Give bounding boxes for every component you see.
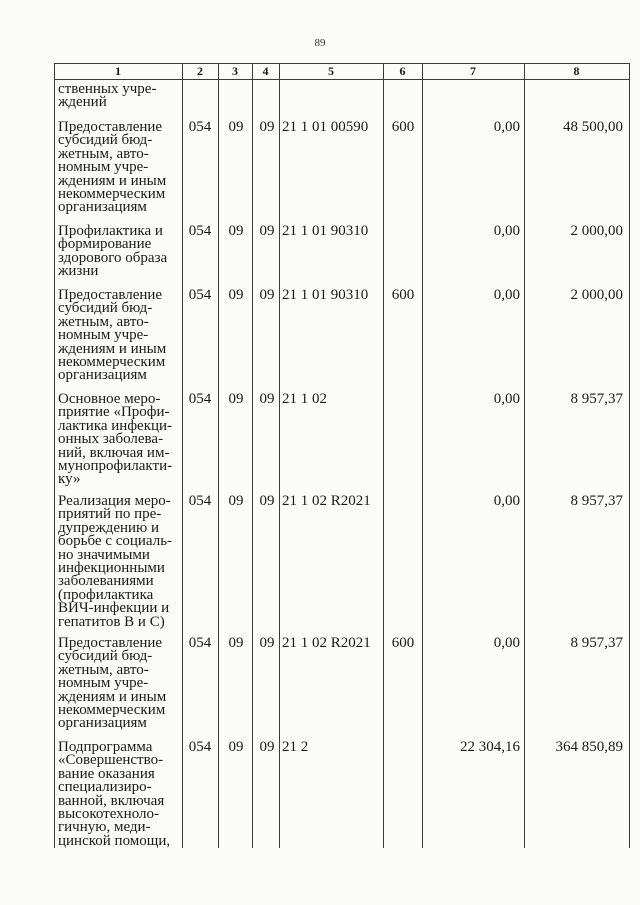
row-name: Реализация меро- приятий по пре- дупреждению и борьбе с социаль- но значимыми инфекционными заболеваниями (профилактика ВИЧ-инфекции и гепатитов В и С): [58, 493, 173, 630]
row-name: ственных учре- ждений: [58, 81, 157, 111]
row-code-2: 054: [188, 391, 212, 407]
column-divider: [422, 63, 423, 848]
row-code-3: 09: [228, 223, 244, 239]
row-name: Подпрограмма «Совершенство- вание оказания специализиро- ванной, включая высокотехноло- гичную, меди- цинской помощи,: [58, 739, 171, 849]
row-code-6: 600: [391, 635, 415, 651]
row-value-8: 48 500,00: [563, 119, 623, 135]
header-col-8: 8: [573, 64, 580, 78]
row-code-4: 09: [259, 119, 275, 135]
column-divider: [383, 63, 384, 848]
row-value-8: 8 957,37: [570, 493, 623, 509]
row-name: Основное меро- приятие «Профи- лактика инфекци- онных заболева- ний, включая им- мунопрофилакти- ку»: [58, 391, 173, 488]
row-value-7: 0,00: [493, 391, 520, 407]
row-code-2: 054: [188, 493, 212, 509]
row-code-5: 21 1 01 90310: [282, 223, 369, 239]
row-code-5: 21 1 02 R2021: [282, 493, 371, 509]
budget-table: [54, 63, 630, 848]
row-value-8: 2 000,00: [570, 287, 623, 303]
page-number: 89: [314, 37, 326, 49]
row-value-8: 8 957,37: [570, 391, 623, 407]
header-col-6: 6: [399, 64, 406, 78]
row-value-7: 0,00: [493, 119, 520, 135]
column-divider: [218, 63, 219, 848]
row-code-5: 21 1 01 90310: [282, 287, 369, 303]
row-value-8: 2 000,00: [570, 223, 623, 239]
header-col-7: 7: [470, 64, 476, 78]
row-value-8: 364 850,89: [555, 739, 623, 755]
row-value-7: 0,00: [493, 223, 520, 239]
column-divider: [524, 63, 525, 848]
header-col-4: 4: [262, 64, 269, 78]
row-code-5: 21 1 02: [282, 391, 327, 407]
row-value-7: 0,00: [493, 287, 520, 303]
row-value-7: 0,00: [493, 635, 520, 651]
row-name: Предоставление субсидий бюд- жетным, авто- номным учре- ждениям и иным некоммерческим организациям: [58, 635, 167, 732]
row-value-8: 8 957,37: [570, 635, 623, 651]
row-code-3: 09: [228, 391, 244, 407]
row-name: Профилактика и формирование здорового образа жизни: [58, 223, 168, 280]
row-name: Предоставление субсидий бюд- жетным, авто- номным учре- ждениям и иным некоммерческим организациям: [58, 287, 167, 384]
row-code-4: 09: [259, 391, 275, 407]
row-code-5: 21 2: [282, 739, 309, 755]
row-code-2: 054: [188, 739, 212, 755]
row-code-4: 09: [259, 635, 275, 651]
row-code-3: 09: [228, 119, 244, 135]
column-divider: [54, 63, 55, 848]
row-code-3: 09: [228, 739, 244, 755]
header-bottom-border: [54, 79, 630, 80]
row-name: Предоставление субсидий бюд- жетным, авто- номным учре- ждениям и иным некоммерческим организациям: [58, 119, 167, 216]
column-divider: [629, 63, 630, 848]
row-code-5: 21 1 01 00590: [282, 119, 369, 135]
row-code-2: 054: [188, 223, 212, 239]
row-code-5: 21 1 02 R2021: [282, 635, 371, 651]
row-code-3: 09: [228, 493, 244, 509]
row-code-4: 09: [259, 739, 275, 755]
row-code-4: 09: [259, 287, 275, 303]
row-code-6: 600: [391, 287, 415, 303]
row-code-2: 054: [188, 119, 212, 135]
row-code-6: 600: [391, 119, 415, 135]
row-code-4: 09: [259, 223, 275, 239]
header-col-5: 5: [328, 64, 334, 78]
header-col-3: 3: [232, 64, 238, 78]
row-value-7: 0,00: [493, 493, 520, 509]
column-divider: [252, 63, 253, 848]
row-code-3: 09: [228, 287, 244, 303]
column-divider: [279, 63, 280, 848]
row-code-4: 09: [259, 493, 275, 509]
header-col-1: 1: [115, 64, 121, 78]
column-divider: [182, 63, 183, 848]
row-code-2: 054: [188, 635, 212, 651]
row-code-2: 054: [188, 287, 212, 303]
row-value-7: 22 304,16: [460, 739, 520, 755]
header-col-2: 2: [197, 64, 203, 78]
row-code-3: 09: [228, 635, 244, 651]
